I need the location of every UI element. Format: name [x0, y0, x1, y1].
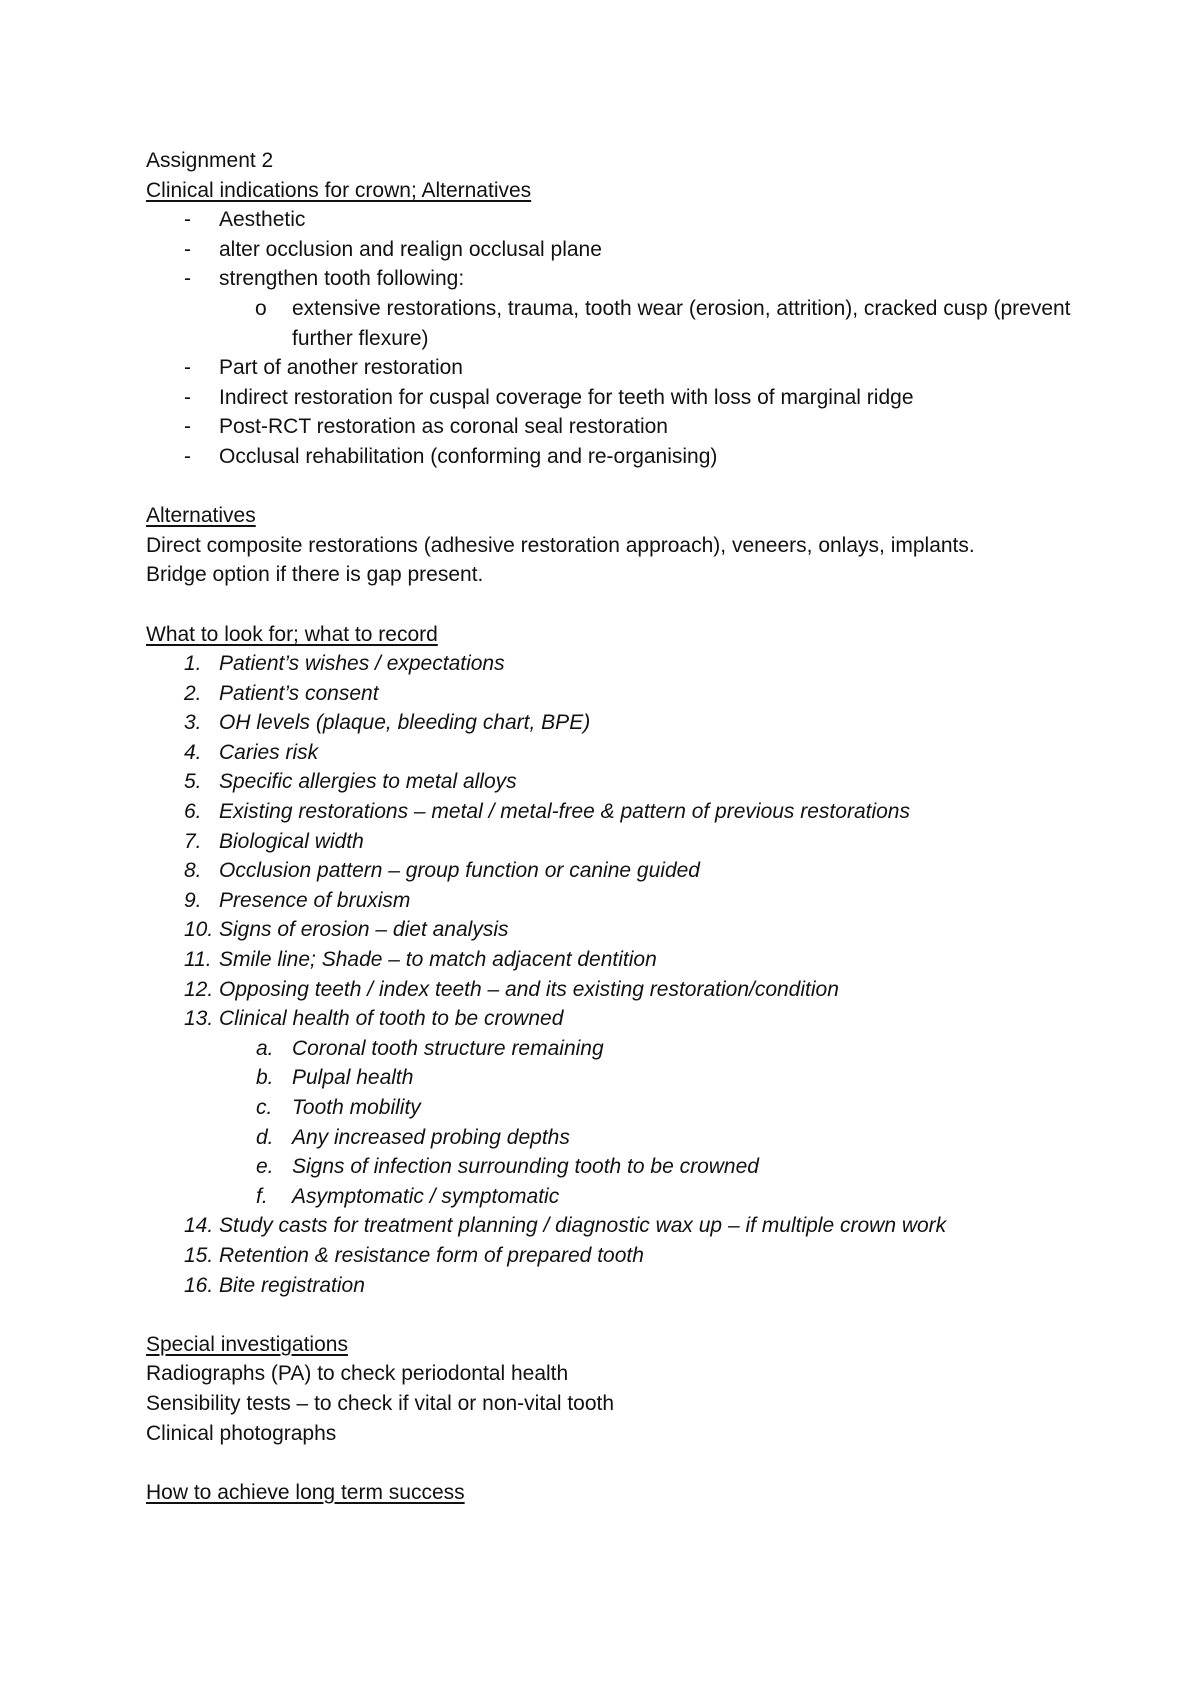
list-item: - Aesthetic: [146, 205, 1106, 235]
list-item: [146, 738, 1106, 768]
item-text: Specific allergies to metal alloys: [219, 770, 517, 794]
list-item: [146, 827, 1106, 857]
list-item: [146, 649, 1106, 679]
list-item: [146, 1093, 1106, 1123]
section-heading-special-investigations: Special investigations: [146, 1332, 348, 1356]
section-heading-what-to-look-for: What to look for; what to record: [146, 622, 438, 646]
list-item: [146, 1241, 1106, 1271]
item-number: 11.: [184, 948, 212, 972]
section-heading-indications: Clinical indications for crown; Alternatives: [146, 178, 532, 202]
numbered-list: [146, 649, 1106, 1034]
list-item: [146, 1004, 1106, 1034]
item-number: 3.: [184, 711, 202, 735]
list-item: [146, 767, 1106, 797]
item-number: 16.: [184, 1273, 214, 1297]
item-text: Pulpal health: [292, 1066, 414, 1090]
item-number: 10.: [184, 918, 214, 942]
paragraph-line: Radiographs (PA) to check periodontal health: [146, 1362, 569, 1386]
spacer: [146, 1448, 1106, 1478]
list-item: [146, 708, 1106, 738]
item-number: 12.: [184, 977, 214, 1001]
item-text: Study casts for treatment planning / diagnostic wax up – if multiple crown work: [219, 1214, 947, 1238]
indications-list: [146, 205, 1106, 294]
item-number: 1.: [184, 652, 202, 676]
list-item: [146, 886, 1106, 916]
list-item: - alter occlusion and realign occlusal plane: [146, 235, 1106, 265]
document-page: [146, 146, 1106, 1507]
list-item: - Post-RCT restoration as coronal seal restoration: [146, 412, 1106, 442]
item-text: Tooth mobility: [292, 1096, 421, 1119]
item-letter: f.: [256, 1184, 268, 1208]
item-letter: b.: [256, 1066, 274, 1090]
item-number: 14.: [184, 1214, 214, 1238]
spacer: [146, 472, 1106, 502]
list-item: [146, 797, 1106, 827]
strengthen-sublist: [146, 294, 1106, 353]
section-heading-long-term-success: How to achieve long term success: [146, 1480, 465, 1504]
item-text: OH levels (plaque, bleeding chart, BPE): [219, 711, 591, 735]
item-letter: a.: [256, 1036, 274, 1060]
paragraph-line: Clinical photographs: [146, 1421, 337, 1445]
list-item: [146, 1152, 1106, 1182]
item-text: Biological width: [219, 829, 364, 853]
item-text: Patient’s wishes / expectations: [219, 652, 505, 676]
item-number: 5.: [184, 770, 202, 794]
item-letter: e.: [256, 1155, 274, 1179]
list-item: - Part of another restoration: [146, 353, 1106, 383]
numbered-list-continued: [146, 1211, 1106, 1300]
item-text: Asymptomatic / symptomatic: [292, 1184, 560, 1208]
item-number: 15.: [184, 1243, 214, 1267]
sub-item-text: extensive restorations, trauma, tooth wear (erosion, attrition), cracked cusp (prevent further flexure): [292, 296, 1071, 350]
list-item: [146, 1034, 1106, 1064]
document-title: Assignment 2: [146, 149, 274, 172]
item-text: Patient’s consent: [219, 681, 379, 705]
list-item: [146, 915, 1106, 945]
item-number: 6.: [184, 800, 202, 824]
item-letter: d.: [256, 1125, 274, 1149]
list-item: [146, 1271, 1106, 1301]
item-number: 8.: [184, 859, 202, 883]
item-text: Caries risk: [219, 740, 319, 764]
item-text: Existing restorations – metal / metal-free & pattern of previous restorations: [219, 800, 910, 824]
item-text: Bite registration: [219, 1273, 365, 1297]
item-text: Clinical health of tooth to be crowned: [219, 1007, 564, 1031]
list-item: [146, 975, 1106, 1005]
lettered-sublist: [146, 1034, 1106, 1212]
list-item: - strengthen tooth following:: [146, 264, 1106, 294]
item-number: 13.: [184, 1007, 214, 1031]
item-letter: c.: [256, 1096, 273, 1119]
list-item: - Indirect restoration for cuspal coverage for teeth with loss of marginal ridge: [146, 383, 1106, 413]
item-text: Smile line; Shade – to match adjacent dentition: [219, 948, 657, 972]
list-item: [146, 1211, 1106, 1241]
circle-bullet-icon: o: [255, 296, 267, 320]
spacer: [146, 1300, 1106, 1330]
item-text: Signs of erosion – diet analysis: [219, 918, 509, 942]
item-text: Coronal tooth structure remaining: [292, 1036, 604, 1060]
item-number: 2.: [184, 681, 202, 705]
list-item: - Occlusal rehabilitation (conforming and re-organising): [146, 442, 1106, 472]
item-text: Retention & resistance form of prepared tooth: [219, 1243, 644, 1267]
list-item: [146, 679, 1106, 709]
item-text: Occlusion pattern – group function or canine guided: [219, 859, 700, 883]
list-item: [146, 1182, 1106, 1212]
item-text: Opposing teeth / index teeth – and its existing restoration/condition: [219, 977, 839, 1001]
paragraph-line: Bridge option if there is gap present.: [146, 563, 484, 587]
list-item: [146, 856, 1106, 886]
indications-list-continued: [146, 353, 1106, 471]
item-number: 7.: [184, 829, 202, 853]
list-item: [219, 294, 1106, 353]
paragraph-line: Sensibility tests – to check if vital or non-vital tooth: [146, 1391, 615, 1415]
section-heading-alternatives: Alternatives: [146, 504, 256, 528]
spacer: [146, 590, 1106, 620]
item-text: Presence of bruxism: [219, 888, 411, 912]
item-text: Any increased probing depths: [292, 1125, 570, 1149]
item-number: 9.: [184, 888, 202, 912]
item-text: Signs of infection surrounding tooth to be crowned: [292, 1155, 759, 1179]
list-item: [146, 945, 1106, 975]
item-number: 4.: [184, 740, 202, 764]
paragraph-line: Direct composite restorations (adhesive restoration approach), veneers, onlays, implants.: [146, 533, 975, 557]
list-item: [146, 1123, 1106, 1153]
list-item: [146, 1063, 1106, 1093]
